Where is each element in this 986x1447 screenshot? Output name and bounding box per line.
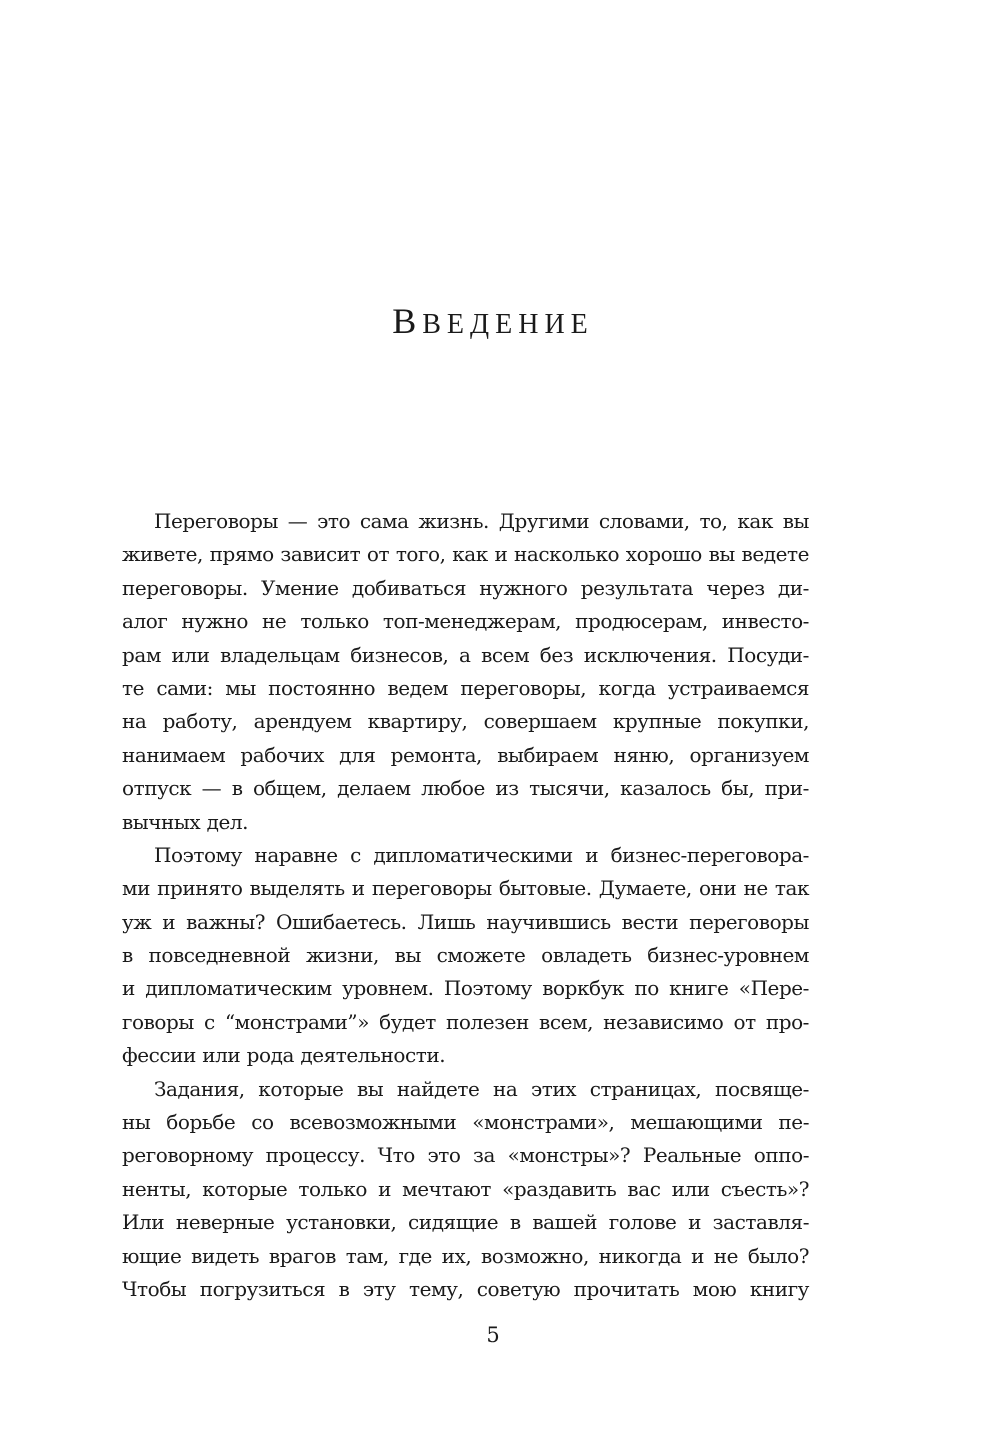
text-line: рам или владельцам бизнесов, а всем без исключения. Посуди-	[122, 642, 809, 667]
text-line: Чтобы погрузиться в эту тему, советую прочитать мою книгу	[122, 1276, 809, 1301]
page-title	[0, 296, 986, 350]
text-line: ми принято выделять и переговоры бытовые. Думаете, они не так	[122, 876, 809, 901]
text-line: переговоры. Умение добиваться нужного результата через ди-	[122, 575, 809, 600]
text-line: алог нужно не только топ-менеджерам, продюсерам, инвесто-	[122, 609, 809, 634]
text-line: в повседневной жизни, вы сможете овладеть бизнес-уровнем	[122, 943, 809, 968]
text-line: ненты, которые только и мечтают «раздавить вас или съесть»?	[122, 1176, 809, 1201]
text-line: ющие видеть врагов там, где их, возможно, никогда и не было?	[122, 1243, 809, 1268]
text-line: те сами: мы постоянно ведем переговоры, когда устраиваемся	[122, 675, 809, 700]
text-line: нанимаем рабочих для ремонта, выбираем няню, организуем	[122, 742, 809, 767]
text-line: на работу, арендуем квартиру, совершаем крупные покупки,	[122, 709, 809, 734]
page-number: 5	[486, 1323, 500, 1347]
text-line: отпуск — в общем, делаем любое из тысячи, казалось бы, при-	[122, 776, 809, 801]
text-line: Задания, которые вы найдете на этих страницах, посвяще-	[154, 1076, 809, 1101]
text-line: вычных дел.	[122, 809, 249, 834]
title-first-letter: В	[392, 301, 423, 341]
text-line: Переговоры — это сама жизнь. Другими словами, то, как вы	[154, 509, 809, 533]
body-text	[122, 505, 809, 1306]
text-line: реговорному процессу. Что это за «монстры»? Реальные оппо-	[122, 1143, 809, 1168]
title-rest: ВЕДЕНИЕ	[422, 309, 594, 340]
text-line: Поэтому наравне с дипломатическими и бизнес-переговора-	[154, 842, 809, 867]
text-line: ны борьбе со всевозможными «монстрами», мешающими пе-	[122, 1110, 809, 1135]
text-line: живете, прямо зависит от того, как и насколько хорошо вы ведете	[122, 542, 809, 567]
text-line: говоры с “монстрами”» будет полезен всем, независимо от про-	[122, 1009, 809, 1034]
text-line: фессии или рода деятельности.	[122, 1043, 446, 1068]
text-line: и дипломатическим уровнем. Поэтому воркбук по книге «Пере-	[122, 976, 809, 1001]
text-line: Или неверные установки, сидящие в вашей голове и заставля-	[122, 1210, 809, 1235]
text-line: уж и важны? Ошибаетесь. Лишь научившись вести переговоры	[122, 909, 809, 934]
